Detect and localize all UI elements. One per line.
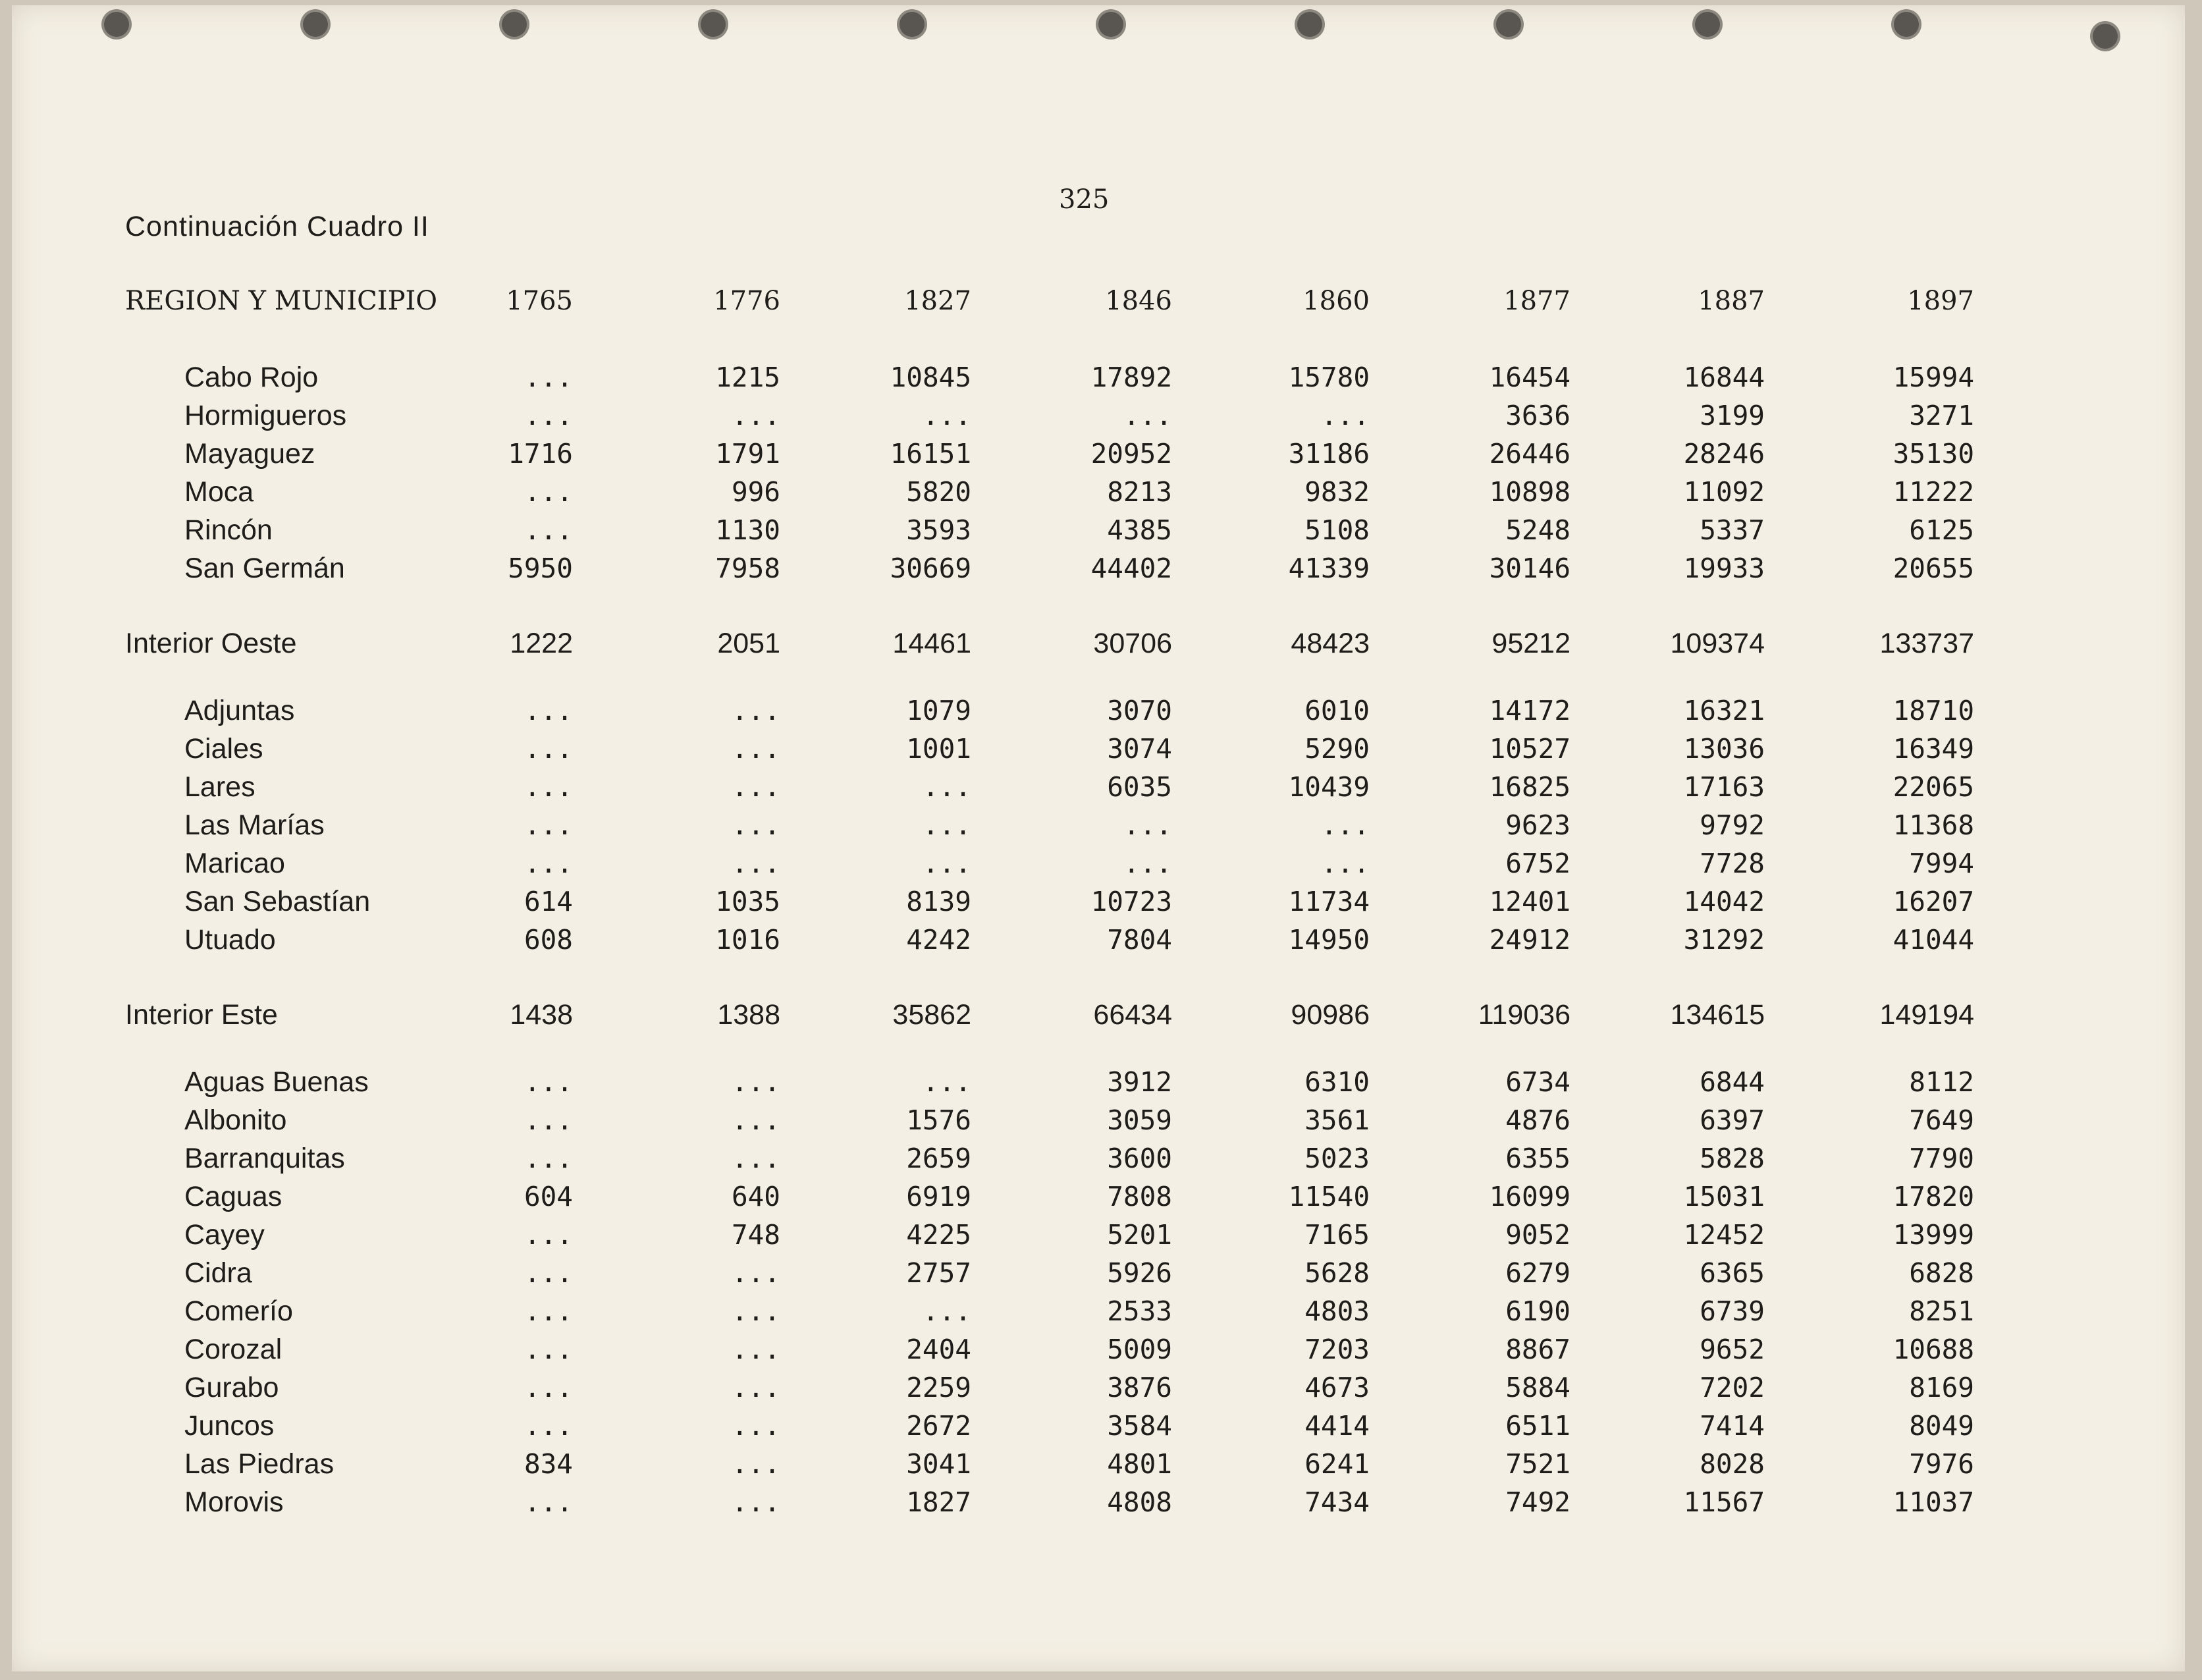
population-value: 6010 [1304, 695, 1370, 726]
municipio-name: Cayey [184, 1219, 265, 1251]
table-row [125, 768, 2008, 806]
population-value: ... [1320, 848, 1370, 879]
population-value: ... [524, 733, 573, 765]
population-value: 11567 [1683, 1486, 1765, 1518]
population-value: 35130 [1893, 438, 1974, 470]
region-name: Interior Este [125, 999, 278, 1031]
population-value: 1576 [906, 1104, 971, 1136]
population-value: 3074 [1107, 733, 1172, 765]
population-value: ... [731, 1143, 780, 1174]
binder-hole [104, 12, 129, 37]
population-value: 26446 [1489, 438, 1571, 470]
population-value: 4808 [1107, 1486, 1172, 1518]
population-value: 19933 [1683, 553, 1765, 584]
population-value: ... [524, 400, 573, 431]
population-value: 5828 [1700, 1143, 1765, 1174]
population-value: 6752 [1505, 848, 1571, 879]
population-value: 31186 [1288, 438, 1370, 470]
region-value: 109374 [1670, 628, 1765, 659]
population-value: 1827 [906, 1486, 971, 1518]
population-value: 7165 [1304, 1219, 1370, 1251]
population-value: 1016 [715, 924, 780, 956]
population-value: ... [731, 695, 780, 726]
population-value: 6919 [906, 1181, 971, 1212]
population-value: 11092 [1683, 476, 1765, 508]
column-header-year: 1887 [1698, 286, 1765, 316]
population-value: ... [1320, 809, 1370, 841]
population-value: 16207 [1893, 886, 1974, 917]
population-value: 4876 [1505, 1104, 1571, 1136]
population-value: 7994 [1909, 848, 1974, 879]
population-value: 7414 [1700, 1410, 1765, 1442]
population-value: 4385 [1107, 514, 1172, 546]
population-value: 2259 [906, 1372, 971, 1403]
municipio-name: Cabo Rojo [184, 362, 319, 393]
population-value: 4673 [1304, 1372, 1370, 1403]
population-value: 996 [731, 476, 780, 508]
population-value: ... [1123, 809, 1172, 841]
table-row [125, 435, 2008, 473]
population-value: 8049 [1909, 1410, 1974, 1442]
population-value: ... [1123, 400, 1172, 431]
population-value: ... [731, 1334, 780, 1365]
column-header-year: 1846 [1105, 286, 1172, 316]
population-value: 30146 [1489, 553, 1571, 584]
population-value: 8112 [1909, 1066, 1974, 1098]
page-number: 325 [1059, 184, 1110, 215]
population-value: ... [731, 1257, 780, 1289]
population-value: 20655 [1893, 553, 1974, 584]
population-value: 6355 [1505, 1143, 1571, 1174]
population-value: 1035 [715, 886, 780, 917]
population-value: 4803 [1304, 1295, 1370, 1327]
population-value: 10439 [1288, 771, 1370, 803]
table-row [125, 511, 2008, 549]
population-value: 7203 [1304, 1334, 1370, 1365]
municipio-name: Las Piedras [184, 1448, 335, 1480]
municipio-name: Aguas Buenas [184, 1066, 369, 1098]
region-row [125, 996, 2008, 1034]
population-value: 14172 [1489, 695, 1571, 726]
region-value: 149194 [1879, 999, 1974, 1031]
population-value: ... [922, 771, 971, 803]
table-header-row [125, 282, 2008, 327]
population-value: 9832 [1304, 476, 1370, 508]
population-value: 10527 [1489, 733, 1571, 765]
population-value: 834 [524, 1448, 573, 1480]
binder-hole [1894, 12, 1919, 37]
population-value: 5337 [1700, 514, 1765, 546]
region-value: 134615 [1670, 999, 1765, 1031]
table-body [125, 358, 2008, 1521]
population-value: ... [524, 1372, 573, 1403]
population-value: 22065 [1893, 771, 1974, 803]
population-value: ... [731, 1448, 780, 1480]
population-value: 6125 [1909, 514, 1974, 546]
population-value: ... [922, 400, 971, 431]
population-value: 15994 [1893, 362, 1974, 393]
population-value: 14950 [1288, 924, 1370, 956]
column-header-year: 1877 [1503, 286, 1571, 316]
population-value: 16321 [1683, 695, 1765, 726]
population-value: 614 [524, 886, 573, 917]
population-value: 1716 [508, 438, 573, 470]
population-value: ... [731, 733, 780, 765]
population-value: 24912 [1489, 924, 1571, 956]
population-value: 3876 [1107, 1372, 1172, 1403]
population-value: 6511 [1505, 1410, 1571, 1442]
population-value: 28246 [1683, 438, 1765, 470]
population-value: ... [524, 1334, 573, 1365]
region-value: 90986 [1291, 999, 1370, 1031]
population-value: 13999 [1893, 1219, 1974, 1251]
column-header-year: 1897 [1907, 286, 1974, 316]
population-value: ... [922, 809, 971, 841]
population-value: ... [731, 1104, 780, 1136]
population-value: 2757 [906, 1257, 971, 1289]
table-row [125, 1178, 2008, 1216]
population-value: 6190 [1505, 1295, 1571, 1327]
table-continuation-title: Continuación Cuadro II [125, 211, 429, 242]
population-value: 3600 [1107, 1143, 1172, 1174]
population-value: 44402 [1090, 553, 1172, 584]
table-row [125, 1101, 2008, 1139]
population-value: 7728 [1700, 848, 1765, 879]
population-value: 3636 [1505, 400, 1571, 431]
population-value: 7808 [1107, 1181, 1172, 1212]
population-value: 8139 [906, 886, 971, 917]
population-value: 7958 [715, 553, 780, 584]
municipio-name: Caguas [184, 1181, 282, 1212]
population-value: 30669 [890, 553, 971, 584]
document-page [12, 5, 2185, 1671]
population-value: 10688 [1893, 1334, 1974, 1365]
population-value: ... [524, 1219, 573, 1251]
municipio-name: Utuado [184, 924, 276, 956]
population-value: 11222 [1893, 476, 1974, 508]
municipio-name: Comerío [184, 1295, 293, 1327]
region-value: 66434 [1093, 999, 1172, 1031]
table-row [125, 1216, 2008, 1254]
population-value: 5290 [1304, 733, 1370, 765]
population-value: 8028 [1700, 1448, 1765, 1480]
population-value: ... [524, 695, 573, 726]
population-value: 5108 [1304, 514, 1370, 546]
population-value: 17163 [1683, 771, 1765, 803]
municipio-name: Hormigueros [184, 400, 347, 431]
population-value: 5926 [1107, 1257, 1172, 1289]
population-value: ... [922, 1295, 971, 1327]
population-value: ... [1320, 400, 1370, 431]
region-value: 1438 [510, 999, 573, 1031]
population-value: 3561 [1304, 1104, 1370, 1136]
population-value: 18710 [1893, 695, 1974, 726]
population-value: 748 [731, 1219, 780, 1251]
binder-hole [1695, 12, 1720, 37]
population-value: ... [731, 1410, 780, 1442]
table-row [125, 730, 2008, 768]
population-value: 3059 [1107, 1104, 1172, 1136]
population-value: 7790 [1909, 1143, 1974, 1174]
population-value: 41044 [1893, 924, 1974, 956]
table-row [125, 473, 2008, 511]
population-value: 4242 [906, 924, 971, 956]
population-value: 6279 [1505, 1257, 1571, 1289]
population-value: 17892 [1090, 362, 1172, 393]
population-value: 10898 [1489, 476, 1571, 508]
municipio-name: Albonito [184, 1104, 287, 1136]
population-value: 5820 [906, 476, 971, 508]
population-value: 6844 [1700, 1066, 1765, 1098]
population-value: 8867 [1505, 1334, 1571, 1365]
population-value: 7649 [1909, 1104, 1974, 1136]
column-header-region: REGION Y MUNICIPIO [125, 286, 438, 316]
population-value: ... [731, 1486, 780, 1518]
municipio-name: San Sebastían [184, 886, 371, 917]
population-value: 3912 [1107, 1066, 1172, 1098]
population-value: 1215 [715, 362, 780, 393]
region-name: Interior Oeste [125, 628, 297, 659]
population-table [125, 282, 2008, 1521]
population-value: 6739 [1700, 1295, 1765, 1327]
table-row [125, 1330, 2008, 1368]
region-row [125, 624, 2008, 663]
table-row [125, 844, 2008, 882]
table-row [125, 1139, 2008, 1178]
population-value: ... [524, 1257, 573, 1289]
population-value: 604 [524, 1181, 573, 1212]
population-value: ... [731, 848, 780, 879]
population-value: ... [524, 1066, 573, 1098]
population-value: 7521 [1505, 1448, 1571, 1480]
population-value: 6365 [1700, 1257, 1765, 1289]
population-value: 8213 [1107, 476, 1172, 508]
municipio-name: Corozal [184, 1334, 282, 1365]
population-value: 6397 [1700, 1104, 1765, 1136]
region-value: 30706 [1093, 628, 1172, 659]
column-header-year: 1765 [506, 286, 573, 316]
population-value: 640 [731, 1181, 780, 1212]
population-value: 14042 [1683, 886, 1765, 917]
table-row [125, 396, 2008, 435]
population-value: 5950 [508, 553, 573, 584]
municipio-name: Rincón [184, 514, 273, 546]
population-value: 16349 [1893, 733, 1974, 765]
population-value: 11734 [1288, 886, 1370, 917]
binder-hole [1297, 12, 1322, 37]
population-value: 15031 [1683, 1181, 1765, 1212]
population-value: ... [731, 400, 780, 431]
municipio-name: Gurabo [184, 1372, 279, 1403]
population-value: 3593 [906, 514, 971, 546]
population-value: 9792 [1700, 809, 1765, 841]
population-value: 7434 [1304, 1486, 1370, 1518]
population-value: 16151 [890, 438, 971, 470]
population-value: 16825 [1489, 771, 1571, 803]
population-value: 7976 [1909, 1448, 1974, 1480]
population-value: 1079 [906, 695, 971, 726]
municipio-name: Ciales [184, 733, 263, 765]
column-header-year: 1860 [1302, 286, 1370, 316]
binder-hole [900, 12, 925, 37]
population-value: 6241 [1304, 1448, 1370, 1480]
region-value: 119036 [1478, 999, 1571, 1031]
population-value: 7492 [1505, 1486, 1571, 1518]
population-value: 11037 [1893, 1486, 1974, 1518]
population-value: 2533 [1107, 1295, 1172, 1327]
population-value: ... [731, 1066, 780, 1098]
population-value: ... [524, 476, 573, 508]
municipio-name: Barranquitas [184, 1143, 345, 1174]
municipio-name: Cidra [184, 1257, 252, 1289]
population-value: ... [922, 1066, 971, 1098]
municipio-name: Lares [184, 771, 255, 803]
population-value: 6828 [1909, 1257, 1974, 1289]
population-value: 3199 [1700, 400, 1765, 431]
table-row [125, 1063, 2008, 1101]
population-value: 12401 [1489, 886, 1571, 917]
population-value: 8169 [1909, 1372, 1974, 1403]
binder-hole [303, 12, 328, 37]
region-value: 133737 [1879, 628, 1974, 659]
population-value: ... [731, 771, 780, 803]
population-value: 10845 [890, 362, 971, 393]
region-value: 95212 [1491, 628, 1571, 659]
municipio-name: Morovis [184, 1486, 284, 1518]
population-value: 5201 [1107, 1219, 1172, 1251]
table-row [125, 921, 2008, 959]
population-value: 5248 [1505, 514, 1571, 546]
municipio-name: Adjuntas [184, 695, 295, 726]
population-value: 9052 [1505, 1219, 1571, 1251]
table-row [125, 691, 2008, 730]
table-row [125, 1292, 2008, 1330]
table-row [125, 549, 2008, 587]
population-value: 12452 [1683, 1219, 1765, 1251]
municipio-name: Maricao [184, 848, 285, 879]
region-value: 48423 [1291, 628, 1370, 659]
population-value: 5628 [1304, 1257, 1370, 1289]
population-value: 41339 [1288, 553, 1370, 584]
binder-hole [502, 12, 527, 37]
population-value: ... [922, 848, 971, 879]
population-value: 3271 [1909, 400, 1974, 431]
population-value: 3584 [1107, 1410, 1172, 1442]
municipio-name: Juncos [184, 1410, 275, 1442]
column-header-year: 1776 [713, 286, 780, 316]
population-value: ... [524, 1410, 573, 1442]
population-value: ... [524, 362, 573, 393]
population-value: 16099 [1489, 1181, 1571, 1212]
column-header-year: 1827 [904, 286, 971, 316]
population-value: ... [524, 771, 573, 803]
population-value: 2404 [906, 1334, 971, 1365]
population-value: 5884 [1505, 1372, 1571, 1403]
population-value: 3041 [906, 1448, 971, 1480]
region-value: 2051 [717, 628, 780, 659]
table-row [125, 1368, 2008, 1407]
population-value: 2672 [906, 1410, 971, 1442]
population-value: 1130 [715, 514, 780, 546]
population-value: 17820 [1893, 1181, 1974, 1212]
population-value: 5023 [1304, 1143, 1370, 1174]
population-value: ... [1123, 848, 1172, 879]
population-value: 31292 [1683, 924, 1765, 956]
population-value: ... [524, 1295, 573, 1327]
table-row [125, 358, 2008, 396]
population-value: 11368 [1893, 809, 1974, 841]
population-value: ... [524, 1143, 573, 1174]
population-value: ... [524, 848, 573, 879]
binder-hole [701, 12, 726, 37]
population-value: 1001 [906, 733, 971, 765]
population-value: 13036 [1683, 733, 1765, 765]
region-value: 1388 [717, 999, 780, 1031]
population-value: 15780 [1288, 362, 1370, 393]
population-value: 2659 [906, 1143, 971, 1174]
population-value: 608 [524, 924, 573, 956]
population-value: ... [731, 1372, 780, 1403]
population-value: 10723 [1090, 886, 1172, 917]
population-value: ... [524, 1104, 573, 1136]
population-value: 4414 [1304, 1410, 1370, 1442]
population-value: 20952 [1090, 438, 1172, 470]
municipio-name: Mayaguez [184, 438, 315, 470]
population-value: ... [524, 1486, 573, 1518]
population-value: 9652 [1700, 1334, 1765, 1365]
table-row [125, 806, 2008, 844]
municipio-name: Las Marías [184, 809, 325, 841]
municipio-name: Moca [184, 476, 254, 508]
binder-hole [1496, 12, 1521, 37]
population-value: 11540 [1288, 1181, 1370, 1212]
binder-hole [2093, 24, 2118, 49]
municipio-name: San Germán [184, 553, 345, 584]
table-row [125, 1445, 2008, 1483]
population-value: 4225 [906, 1219, 971, 1251]
population-value: 9623 [1505, 809, 1571, 841]
population-value: 16844 [1683, 362, 1765, 393]
population-value: 7804 [1107, 924, 1172, 956]
population-value: ... [524, 809, 573, 841]
binder-hole [1098, 12, 1123, 37]
population-value: 6734 [1505, 1066, 1571, 1098]
table-row [125, 1407, 2008, 1445]
population-value: ... [731, 1295, 780, 1327]
table-row [125, 882, 2008, 921]
population-value: 16454 [1489, 362, 1571, 393]
population-value: 4801 [1107, 1448, 1172, 1480]
region-value: 1222 [510, 628, 573, 659]
table-row [125, 1254, 2008, 1292]
population-value: 3070 [1107, 695, 1172, 726]
population-value: 6035 [1107, 771, 1172, 803]
population-value: ... [524, 514, 573, 546]
region-value: 14461 [892, 628, 971, 659]
population-value: 7202 [1700, 1372, 1765, 1403]
population-value: 6310 [1304, 1066, 1370, 1098]
region-value: 35862 [892, 999, 971, 1031]
population-value: ... [731, 809, 780, 841]
population-value: 1791 [715, 438, 780, 470]
table-row [125, 1483, 2008, 1521]
population-value: 8251 [1909, 1295, 1974, 1327]
population-value: 5009 [1107, 1334, 1172, 1365]
